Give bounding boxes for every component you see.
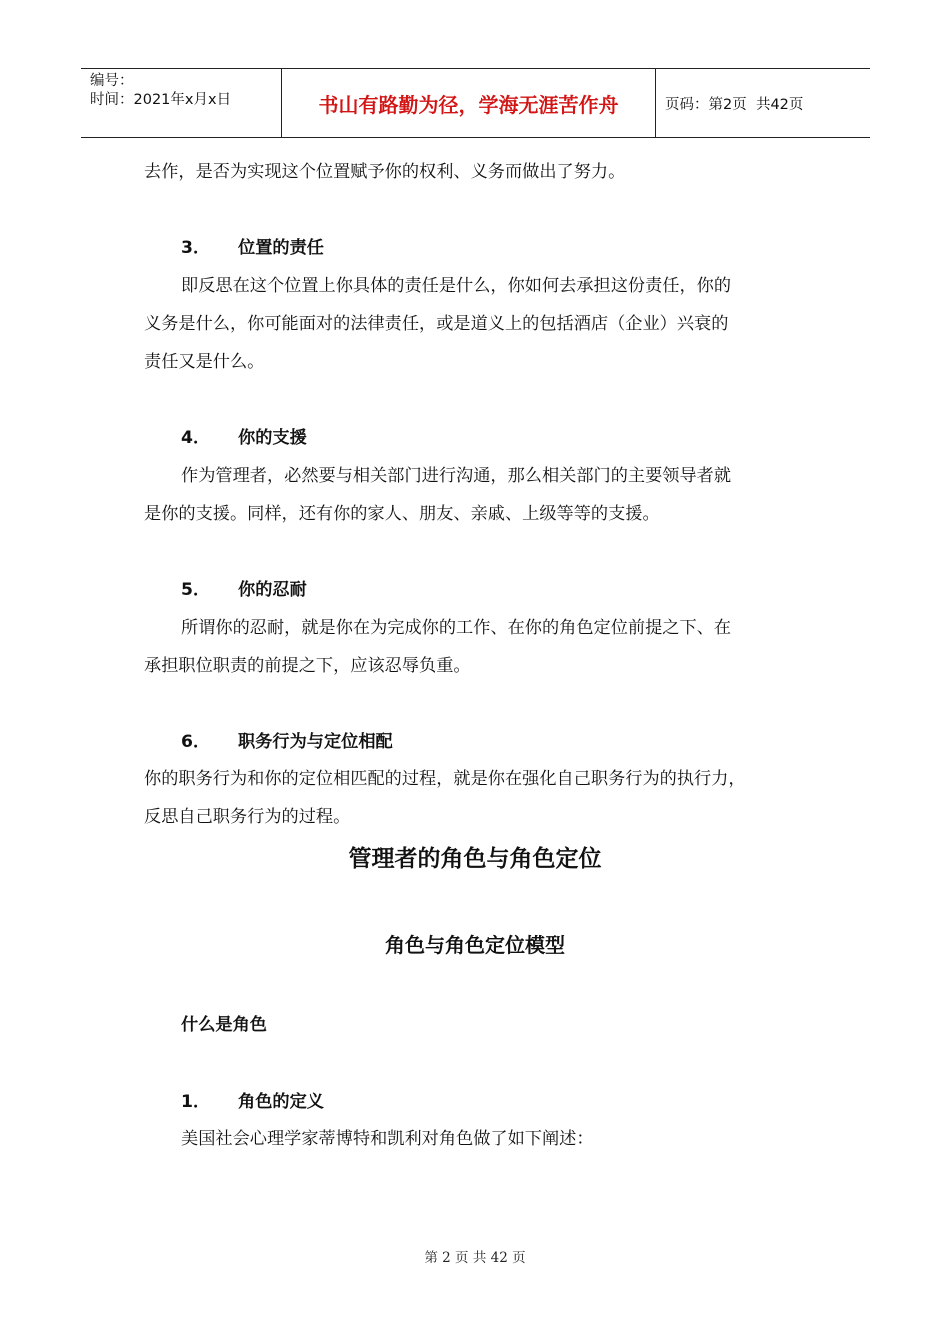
sub-title: 角色与角色定位模型 — [385, 933, 565, 957]
section-title: 你的忍耐 — [238, 580, 307, 600]
page-footer: 第 2 页 共 42 页 — [424, 1250, 526, 1266]
page-header — [81, 68, 870, 138]
header-page-info: 页码：第2页 共42页 — [665, 96, 804, 113]
paragraph-line: 责任又是什么。 — [144, 352, 265, 372]
header-motto: 书山有路勤为径，学海无涯苦作舟 — [318, 92, 619, 117]
section-title: 职务行为与定位相配 — [238, 732, 393, 752]
paragraph-line: 反思自己职务行为的过程。 — [144, 807, 351, 827]
section-number: 4． — [181, 428, 211, 448]
header-meta — [81, 69, 281, 137]
paragraph-line: 所谓你的忍耐，就是你在为完成你的工作、在你的角色定位前提之下、在 — [181, 618, 732, 638]
section-title: 角色的定义 — [238, 1092, 324, 1112]
paragraph-line: 美国社会心理学家蒂博特和凯利对角色做了如下阐述： — [181, 1129, 594, 1149]
section-number: 5． — [181, 580, 211, 600]
paragraph-line: 即反思在这个位置上你具体的责任是什么，你如何去承担这份责任，你的 — [181, 276, 732, 296]
section-number: 1． — [181, 1092, 211, 1112]
section-number: 6． — [181, 732, 211, 752]
section-number: 3． — [181, 238, 211, 258]
date-label: 时间：2021年x月x日 — [90, 92, 232, 108]
section-title: 你的支援 — [238, 428, 307, 448]
serial-label: 编号： — [90, 73, 134, 89]
paragraph-line: 是你的支援。同样，还有你的家人、朋友、亲戚、上级等等的支援。 — [144, 504, 660, 524]
paragraph-line: 义务是什么，你可能面对的法律责任，或是道义上的包括酒店（企业）兴衰的 — [144, 314, 729, 334]
paragraph-line: 作为管理者，必然要与相关部门进行沟通，那么相关部门的主要领导者就 — [181, 466, 732, 486]
section-title: 位置的责任 — [238, 238, 324, 258]
heading-text: 什么是角色 — [181, 1015, 267, 1035]
paragraph-continued: 去作，是否为实现这个位置赋予你的权利、义务而做出了努力。 — [144, 162, 626, 182]
main-title: 管理者的角色与角色定位 — [348, 846, 602, 872]
paragraph-line: 承担职位职责的前提之下，应该忍辱负重。 — [144, 656, 471, 676]
paragraph-line: 你的职务行为和你的定位相匹配的过程，就是你在强化自己职务行为的执行力， — [144, 769, 746, 789]
heading-what-is-role — [181, 1013, 267, 1037]
